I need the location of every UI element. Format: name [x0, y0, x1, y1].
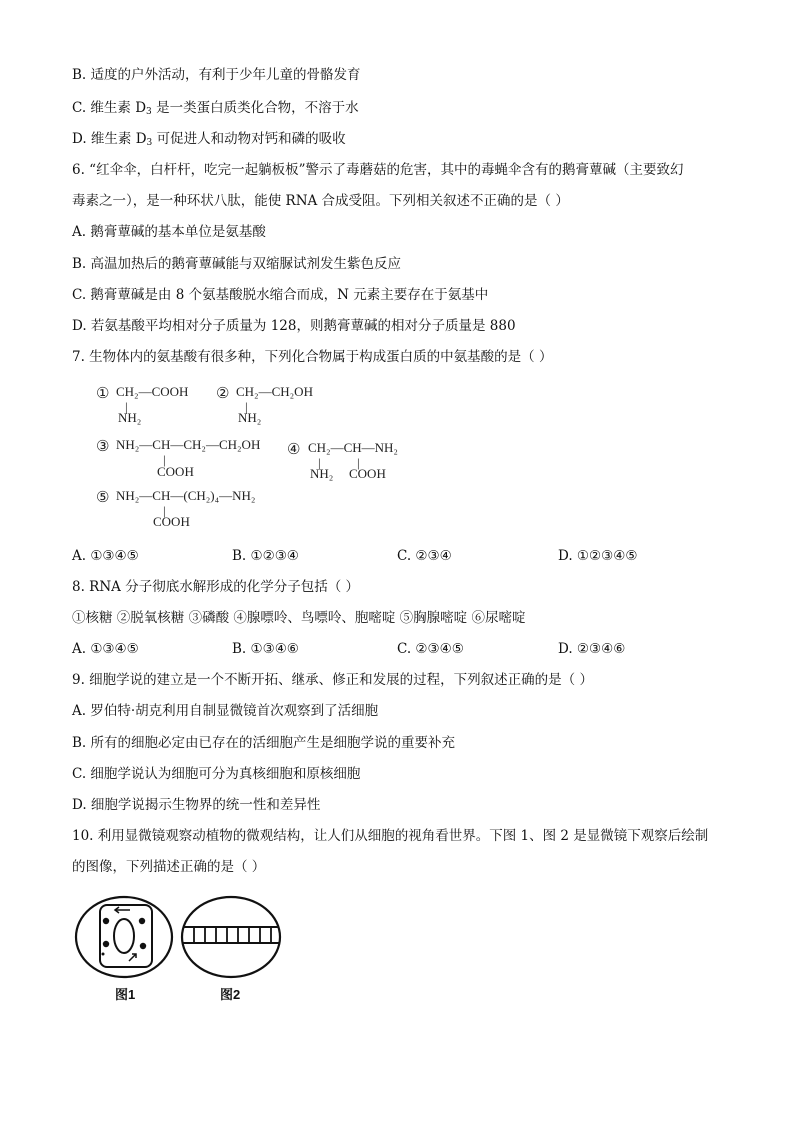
structure-5-bond: | [163, 503, 166, 518]
q8-option-c: C. ②③④⑤ [397, 641, 464, 657]
structure-4-sub-1: NH₂ [310, 466, 334, 481]
structure-1-bond: | [125, 399, 128, 414]
q6-option-a: A. 鹅膏蕈碱的基本单位是氨基酸 [72, 224, 266, 240]
q7-option-b: B. ①②③④ [232, 548, 299, 564]
structure-3-sub: COOH [157, 464, 194, 479]
structure-1-number: ① [96, 386, 110, 402]
structure-1-sub: NH₂ [118, 410, 142, 425]
q5-option-c [72, 99, 359, 121]
structure-1-main: CH₂—COOH [116, 384, 189, 399]
figure-1-label: 图1 [115, 987, 136, 1002]
q5-option-d-sub: 3 [146, 138, 153, 148]
structure-4-number: ④ [287, 442, 301, 458]
q7-option-d: D. ①②③④⑤ [558, 548, 638, 564]
structure-4-bond-1: | [318, 455, 321, 470]
q5-option-c-post: 是一类蛋白质类化合物，不溶于水 [151, 100, 359, 116]
q5-option-d [72, 130, 346, 152]
structure-3-number: ③ [96, 439, 110, 455]
structure-2-sub: NH₂ [238, 410, 262, 425]
structure-5-number: ⑤ [96, 490, 110, 506]
q8-option-a: A. ①③④⑤ [72, 641, 139, 657]
q9-stem: 9. 细胞学说的建立是一个不断开拓、继承、修正和发展的过程，下列叙述正确的是（ ） [72, 672, 593, 688]
structure-2-main: CH₂—CH₂OH [236, 384, 313, 399]
q6-option-d: D. 若氨基酸平均相对分子质量为 128，则鹅膏蕈碱的相对分子质量是 880 [72, 318, 516, 334]
q8-stem: 8. RNA 分子彻底水解形成的化学分子包括（ ） [72, 579, 359, 595]
q7-option-c: C. ②③④ [397, 548, 452, 564]
structure-4-bond-2: | [357, 455, 360, 470]
q6-option-b: B. 高温加热后的鹅膏蕈碱能与双缩脲试剂发生紫色反应 [72, 256, 402, 272]
structure-4-main: CH₂—CH—NH₂ [308, 440, 398, 455]
figure-1-drawing [72, 895, 182, 980]
q9-option-a: A. 罗伯特·胡克利用自制显微镜首次观察到了活细胞 [72, 703, 379, 719]
figure-2-drawing [178, 895, 288, 980]
q8-option-b: B. ①③④⑥ [232, 641, 299, 657]
q6-stem-line1: 6. “红伞伞，白杆杆，吃完一起躺板板”警示了毒蘑菇的危害，其中的毒蝇伞含有的鹅膏蕈碱（主要致幻 [72, 162, 684, 178]
structure-3-bond: | [163, 452, 166, 467]
structure-2-number: ② [216, 386, 230, 402]
figure-2-label: 图2 [220, 987, 241, 1002]
structure-4-sub-2: COOH [349, 466, 386, 481]
q5-option-d-post: 可促进人和动物对钙和磷的吸收 [152, 131, 346, 147]
structure-5-main: NH₂—CH—(CH₂)₄—NH₂ [116, 488, 256, 503]
q9-option-c: C. 细胞学说认为细胞可分为真核细胞和原核细胞 [72, 766, 361, 782]
q5-option-c-sub: 3 [146, 107, 152, 117]
q9-option-b: B. 所有的细胞必定由已存在的活细胞产生是细胞学说的重要补充 [72, 735, 456, 751]
q6-stem-line2: 毒素之一），是一种环状八肽，能使 RNA 合成受阻。下列相关叙述不正确的是（ ） [72, 193, 569, 209]
q5-option-d-pre: D. 维生素 D [72, 131, 147, 147]
structure-3-main: NH₂—CH—CH₂—CH₂OH [116, 437, 261, 452]
q7-option-a: A. ①③④⑤ [72, 548, 139, 564]
q8-option-d: D. ②③④⑥ [558, 641, 626, 657]
q8-items: ①核糖 ②脱氧核糖 ③磷酸 ④腺嘌呤、鸟嘌呤、胞嘧啶 ⑤胸腺嘧啶 ⑥尿嘧啶 [72, 610, 526, 626]
q9-option-d: D. 细胞学说揭示生物界的统一性和差异性 [72, 797, 321, 813]
q5-option-c-pre: C. 维生素 D [72, 100, 147, 116]
structure-5-sub: COOH [153, 514, 190, 529]
q7-stem: 7. 生物体内的氨基酸有很多种，下列化合物属于构成蛋白质的中氨基酸的是（ ） [72, 349, 553, 365]
q10-stem-line1: 10. 利用显微镜观察动植物的微观结构，让人们从细胞的视角看世界。下图 1、图 2 是显微镜下观察后绘制 [72, 828, 709, 844]
q5-option-b: B. 适度的户外活动，有利于少年儿童的骨骼发育 [72, 67, 361, 83]
structure-2-bond: | [245, 399, 248, 414]
q6-option-c: C. 鹅膏蕈碱是由 8 个氨基酸脱水缩合而成，N 元素主要存在于氨基中 [72, 287, 489, 303]
q10-stem-line2: 的图像，下列描述正确的是（ ） [72, 859, 266, 875]
